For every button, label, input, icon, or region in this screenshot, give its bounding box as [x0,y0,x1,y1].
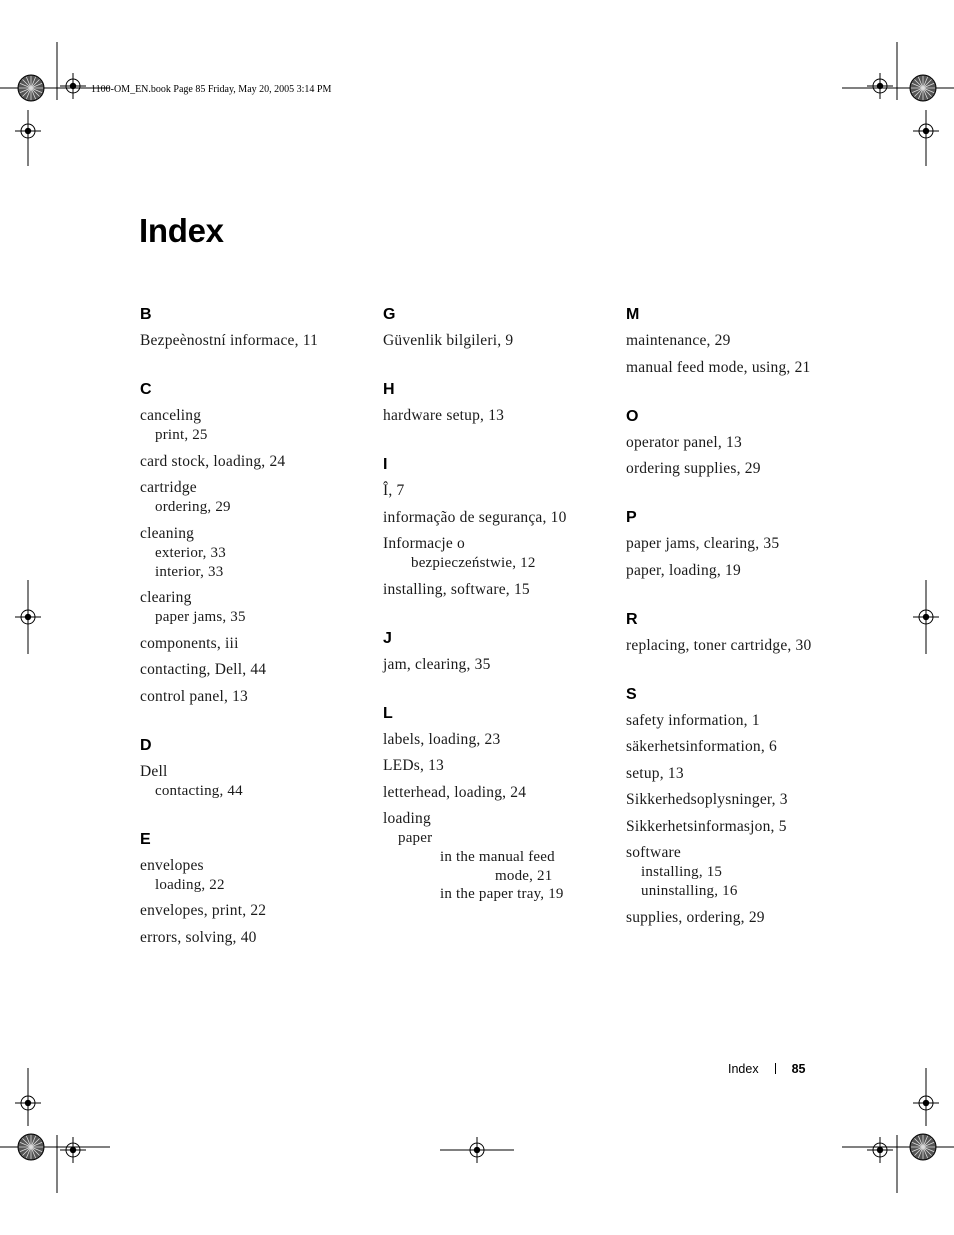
index-section-o [626,407,866,480]
index-section-b [140,305,370,351]
footer-section-name: Index [728,1062,759,1076]
index-entry: supplies, ordering, 29 [626,908,765,926]
index-entry: LEDs, 13 [383,757,445,774]
entry-subterm: paper jams, 35 [155,609,246,625]
index-entry: errors, solving, 40 [140,928,257,946]
index-column-3 [626,305,866,957]
section-letter: E [140,830,151,848]
index-entry: informação de segurança, 10 [383,508,567,526]
index-section-l [383,704,613,904]
index-entry: contacting, Dell, 44 [140,661,267,678]
section-letter: S [626,685,637,703]
section-letter: O [626,407,639,425]
entry-term: software [626,844,681,861]
index-entry [383,809,613,904]
entry-subterm: contacting, 44 [155,782,243,799]
entry-subterm: ordering, 29 [155,499,231,515]
index-entry: paper, loading, 19 [626,561,741,579]
index-section-c [140,380,370,707]
section-letter: C [140,381,152,398]
section-letter: B [140,306,152,323]
index-entry: envelopes, print, 22 [140,902,267,919]
index-entry: ordering supplies, 29 [626,460,761,477]
index-entry: installing, software, 15 [383,580,530,598]
page-number: 85 [791,1062,806,1076]
page-title: Index [139,212,224,249]
page-footer [728,1062,806,1076]
section-letter: L [383,704,393,722]
entry-term: envelopes [140,856,204,874]
index-entry [140,524,370,582]
entry-continuation: mode, 21 [495,867,553,884]
footer-separator [775,1063,776,1074]
entry-term: cleaning [140,524,195,542]
entry-subterm: interior, 33 [155,563,224,580]
index-entry: jam, clearing, 35 [383,655,491,673]
index-section-i [383,455,613,600]
index-entry: manual feed mode, using, 21 [626,358,811,376]
index-column-2 [383,305,613,933]
index-entry: safety information, 1 [626,711,760,729]
index-entry: paper jams, clearing, 35 [626,535,780,552]
index-section-g [383,305,613,351]
index-entry: card stock, loading, 24 [140,452,286,470]
index-section-d [140,736,370,801]
section-letter: H [383,381,395,398]
index-entry: letterhead, loading, 24 [383,783,527,801]
index-entry: maintenance, 29 [626,332,731,349]
entry-term: Informacje o [383,535,466,552]
entry-term: canceling [140,407,202,424]
entry-term: loading [383,810,431,827]
index-section-p [626,508,866,581]
entry-subterm: print, 25 [155,427,208,443]
section-letter: I [383,456,388,473]
index-entry: säkerhetsinformation, 6 [626,738,777,755]
entry-term: cartridge [140,479,197,496]
index-entry: Sikkerhedsoplysninger, 3 [626,791,788,808]
index-entry: Güvenlik bilgileri, 9 [383,332,514,349]
index-entry: components, iii [140,634,239,652]
index-entry [140,406,370,445]
printer-slug: 1100-OM_EN.book Page 85 Friday, May 20, 2005 3:14 PM [91,84,332,95]
index-entry [626,843,866,901]
index-section-r [626,610,866,656]
entry-subterm: uninstalling, 16 [641,883,738,899]
index-entry [140,478,370,517]
section-letter: M [626,306,640,323]
section-letter: R [626,610,638,628]
index-entry: labels, loading, 23 [383,730,501,748]
index-section-m [626,305,866,378]
entry-continuation: bezpieczeństwie, 12 [411,555,536,571]
index-column-1 [140,305,370,977]
index-entry: replacing, toner cartridge, 30 [626,636,812,654]
index-entry [140,588,370,627]
index-section-e [140,830,370,948]
index-section-j [383,629,613,675]
index-entry: control panel, 13 [140,687,248,705]
entry-subsubterm: in the manual feed [440,849,555,865]
section-letter: D [140,736,152,754]
entry-term: clearing [140,589,192,606]
index-entry: setup, 13 [626,764,684,782]
index-entry: Î, 7 [383,482,405,499]
index-entry [140,762,370,801]
index-section-s [626,685,866,928]
entry-subterm: paper [398,830,433,846]
section-letter: J [383,629,392,647]
entry-subsubterm: in the paper tray, 19 [440,886,564,902]
index-entry: Sikkerhetsinformasjon, 5 [626,817,787,835]
entry-subterm: installing, 15 [641,864,723,880]
index-entry [140,856,370,895]
entry-term: Dell [140,762,168,780]
entry-subterm: exterior, 33 [155,544,226,561]
section-letter: G [383,306,396,323]
index-section-h [383,380,613,426]
index-entry: Bezpeènostní informace, 11 [140,332,319,349]
index-entry: hardware setup, 13 [383,407,505,424]
index-entry: operator panel, 13 [626,433,742,451]
entry-subterm: loading, 22 [155,876,225,893]
index-entry [383,534,613,573]
section-letter: P [626,509,637,526]
